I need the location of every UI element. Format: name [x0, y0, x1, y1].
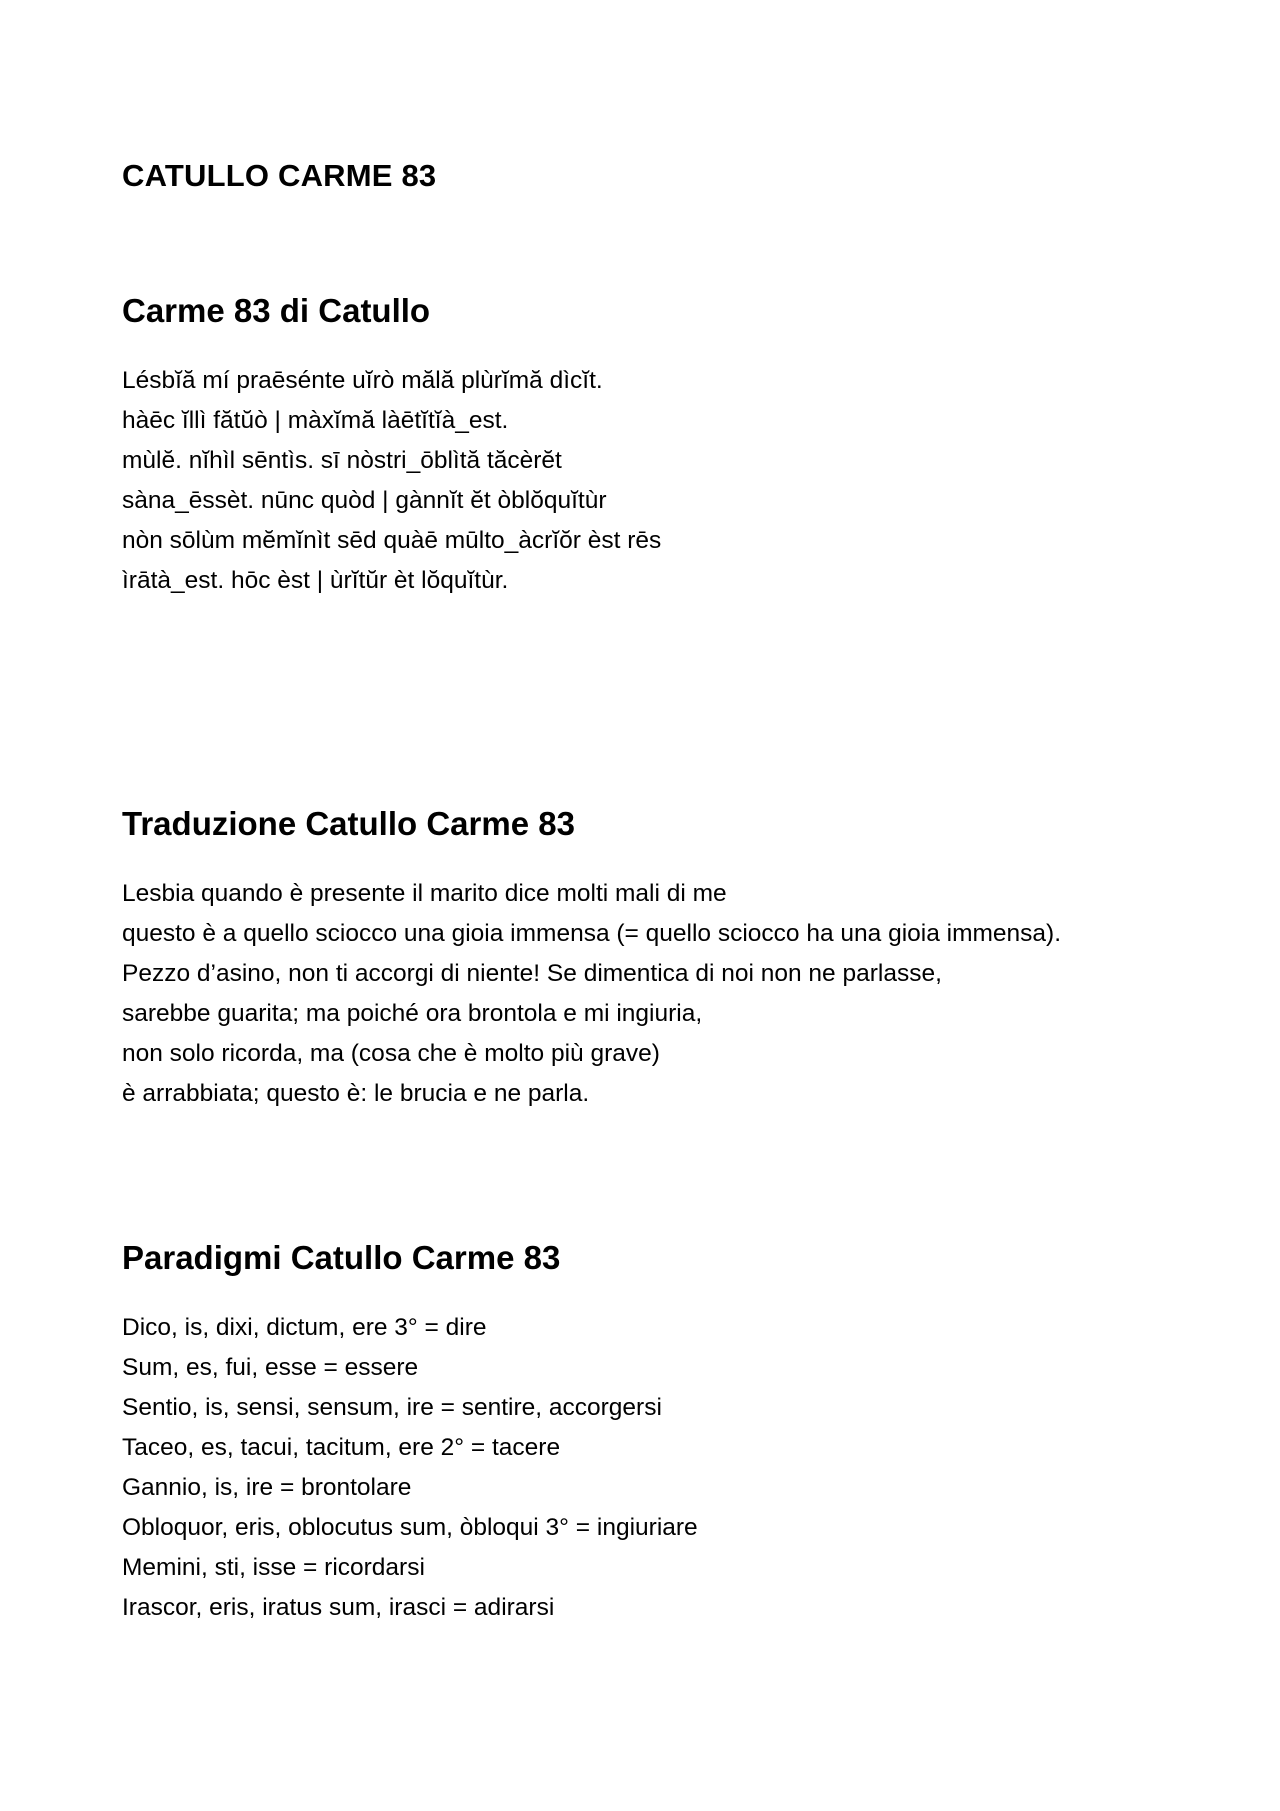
paradigm-item: Sum, es, fui, esse = essere [122, 1354, 419, 1381]
paradigm-item: Memini, sti, isse = ricordarsi [122, 1554, 425, 1581]
latin-verse-line: sàna_ēssèt. nūnc quòd | gànnĭt ĕt òblŏquĭtùr [122, 487, 607, 514]
paradigm-item: Gannio, is, ire = brontolare [122, 1474, 412, 1501]
translation-line: Pezzo d’asino, non ti accorgi di niente! Se dimentica di noi non ne parlasse, [122, 960, 942, 987]
paradigm-item: Dico, is, dixi, dictum, ere 3° = dire [122, 1314, 487, 1341]
section-heading-latin-text: Carme 83 di Catullo [122, 292, 431, 329]
translation-line: non solo ricorda, ma (cosa che è molto più grave) [122, 1040, 660, 1067]
paradigm-item: Sentio, is, sensi, sensum, ire = sentire, accorgersi [122, 1394, 662, 1421]
latin-text-block [122, 361, 1142, 601]
latin-verse-line: ìrātà_est. hōc èst | ùrĭtŭr èt lŏquĭtùr. [122, 567, 509, 594]
latin-verse-line: mùlĕ. nĭhìl sēntìs. sī nòstri_ōblìtă tăcèrĕt [122, 447, 562, 474]
translation-line: sarebbe guarita; ma poiché ora brontola e mi ingiuria, [122, 1000, 703, 1027]
section-heading-paradigms: Paradigmi Catullo Carme 83 [122, 1239, 561, 1276]
section-heading-translation: Traduzione Catullo Carme 83 [122, 805, 575, 842]
latin-verse-line: Lésbĭă mí praēsénte uĭrò mălă plùrĭmă dìcĭt. [122, 367, 603, 394]
translation-text-block [122, 874, 1142, 1114]
translation-line: è arrabbiata; questo è: le brucia e ne parla. [122, 1080, 590, 1107]
translation-line: Lesbia quando è presente il marito dice molti mali di me [122, 880, 727, 907]
latin-verse-line: hàēc ĭllì fătŭò | màxĭmă làētĭtĭà_est. [122, 407, 509, 434]
document-title: CATULLO CARME 83 [122, 158, 437, 193]
paradigms-list [122, 1308, 1142, 1628]
paradigm-item: Obloquor, eris, oblocutus sum, òbloqui 3° = ingiuriare [122, 1514, 698, 1541]
paradigm-item: Irascor, eris, iratus sum, irasci = adirarsi [122, 1594, 555, 1621]
paradigm-item: Taceo, es, tacui, tacitum, ere 2° = tacere [122, 1434, 561, 1461]
latin-verse-line: nòn sōlùm mĕmĭnìt sēd quàē mūlto_àcrĭŏr èst rēs [122, 527, 662, 554]
translation-line: questo è a quello sciocco una gioia immensa (= quello sciocco ha una gioia immensa). [122, 920, 1062, 947]
